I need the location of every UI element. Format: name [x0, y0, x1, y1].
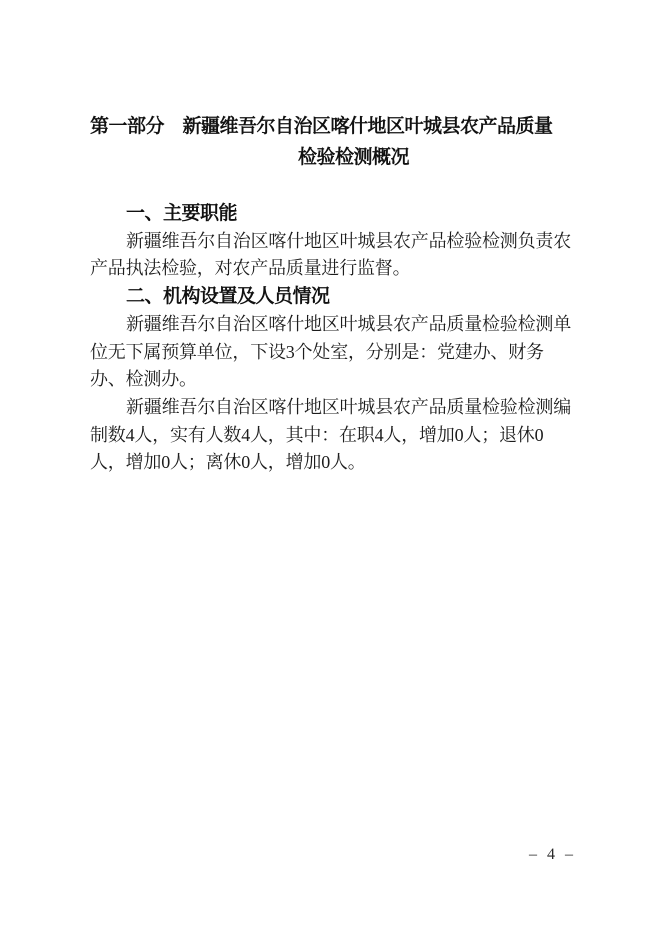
section-heading-main-duties: 一、主要职能 — [126, 203, 238, 224]
title-line-2: 检验检测概况 — [298, 147, 410, 168]
paragraph-line: 产品执法检验，对农产品质量进行监督。 — [90, 258, 411, 279]
paragraph-line: 人，增加0人；离休0人，增加0人。 — [90, 452, 366, 473]
paragraph-line: 办、检测办。 — [90, 369, 197, 390]
paragraph-line: 制数4人，实有人数4人，其中：在职4人，增加0人；退休0 — [90, 424, 544, 445]
paragraph-line: 新疆维吾尔自治区喀什地区叶城县农产品质量检验检测单 — [126, 313, 571, 334]
paragraph-line: 新疆维吾尔自治区喀什地区叶城县农产品质量检验检测编 — [126, 396, 571, 417]
paragraph-line: 新疆维吾尔自治区喀什地区叶城县农产品检验检测负责农 — [126, 230, 571, 251]
page-number: – 4 – — [529, 846, 576, 863]
title-line-1: 第一部分 新疆维吾尔自治区喀什地区叶城县农产品质量 — [90, 116, 553, 137]
document-title — [0, 0, 662, 173]
document-body — [0, 200, 572, 477]
section-heading-org-setup: 二、机构设置及人员情况 — [126, 286, 330, 308]
paragraph-line: 位无下属预算单位，下设3个处室，分别是：党建办、财务 — [90, 341, 544, 362]
